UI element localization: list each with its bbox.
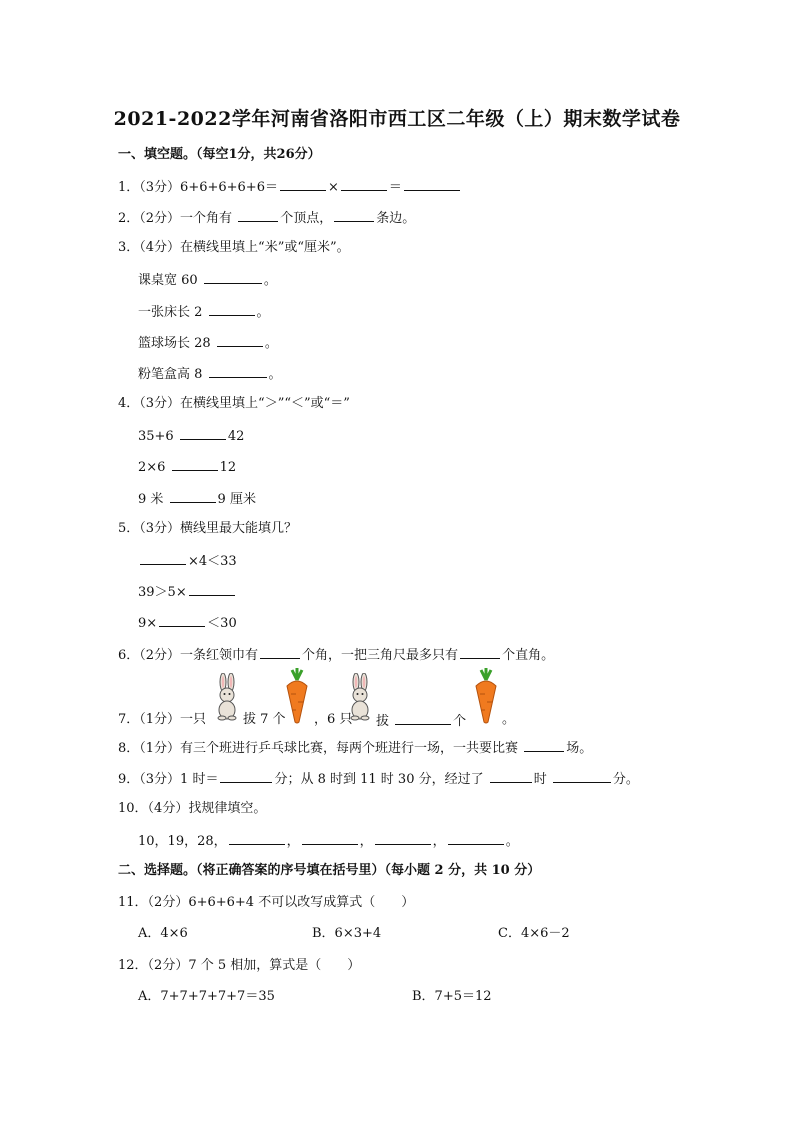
answer-blank[interactable] (204, 270, 262, 284)
option-a[interactable]: A．4×6 (138, 926, 188, 941)
answer-blank[interactable] (334, 208, 374, 222)
answer-blank[interactable] (375, 831, 431, 845)
question-3-item: 篮球场长 28 。 (138, 333, 278, 353)
question-7-part: 拔 个 (376, 711, 466, 731)
answer-blank[interactable] (238, 208, 278, 222)
question-4: 4．（3分）在横线里填上“＞”“＜”或“＝” (118, 396, 350, 411)
question-5: 5．（3分）横线里最大能填几？ (118, 521, 298, 536)
question-8: 8．（1分）有三个班进行乒乓球比赛，每两个班进行一场，一共要比赛 场。 (118, 738, 592, 758)
answer-blank[interactable] (217, 333, 263, 347)
answer-blank[interactable] (280, 177, 326, 191)
question-3-item: 课桌宽 60 。 (138, 270, 277, 290)
question-3-item: 一张床长 2 。 (138, 302, 270, 322)
question-4-item: 2×6 12 (138, 457, 236, 477)
answer-blank[interactable] (460, 645, 500, 659)
answer-blank[interactable] (220, 769, 272, 783)
answer-blank[interactable] (229, 831, 285, 845)
question-7-head: 7．（1分）一只 (118, 712, 207, 727)
option-b[interactable]: B．6×3+4 (312, 926, 382, 941)
question-10: 10．（4分）找规律填空。 (118, 801, 267, 816)
answer-blank[interactable] (404, 177, 460, 191)
question-9: 9．（3分）1 时＝ 分；从 8 时到 11 时 30 分，经过了 时 分。 (118, 769, 639, 789)
question-10-sequence: 10，19，28， ， ， ， 。 (138, 831, 519, 851)
question-3-item: 粉笔盒高 8 。 (138, 364, 282, 384)
answer-blank[interactable] (189, 582, 235, 596)
answer-blank[interactable] (302, 831, 358, 845)
answer-blank[interactable] (209, 364, 267, 378)
question-3: 3．（4分）在横线里填上“米”或“厘米”。 (118, 240, 350, 255)
answer-blank[interactable] (260, 645, 300, 659)
answer-blank[interactable] (172, 457, 218, 471)
question-1: 1．（3分）6+6+6+6+6＝ × ＝ (118, 177, 462, 197)
question-2: 2．（2分）一个角有 个顶点， 条边。 (118, 208, 415, 228)
option-a[interactable]: A．7+7+7+7+7＝35 (138, 989, 275, 1004)
question-7-part: 拔 7 个 (243, 712, 286, 727)
answer-blank[interactable] (553, 769, 611, 783)
answer-blank[interactable] (209, 302, 255, 316)
question-11: 11．（2分）6+6+6+4 不可以改写成算式（ ） (118, 895, 415, 910)
question-7-part: ，6 只 (314, 712, 353, 727)
option-c[interactable]: C．4×6－2 (498, 926, 570, 941)
section-2-heading: 二、选择题。（将正确答案的序号填在括号里）（每小题 2 分，共 10 分） (118, 863, 541, 878)
answer-blank[interactable] (448, 831, 504, 845)
answer-blank[interactable] (395, 711, 451, 725)
answer-blank[interactable] (490, 769, 532, 783)
question-5-item: 9× ＜30 (138, 613, 237, 633)
option-b[interactable]: B．7+5＝12 (412, 989, 492, 1004)
answer-blank[interactable] (341, 177, 387, 191)
question-4-item: 9 米 9 厘米 (138, 489, 256, 509)
section-1-heading: 一、填空题。（每空1分，共26分） (118, 147, 321, 162)
question-5-item: 39＞5× (138, 582, 237, 602)
carrot-icon (283, 668, 311, 724)
answer-blank[interactable] (524, 738, 564, 752)
answer-blank[interactable] (180, 426, 226, 440)
question-7-end: 。 (502, 712, 516, 727)
carrot-icon (472, 668, 500, 724)
rabbit-icon (213, 673, 241, 721)
question-4-item: 35+6 42 (138, 426, 244, 446)
question-6: 6．（2分）一条红领巾有 个角，一把三角尺最多只有 个直角。 (118, 645, 554, 665)
exam-title: 2021-2022学年河南省洛阳市西工区二年级（上）期末数学试卷 (113, 108, 681, 130)
answer-blank[interactable] (140, 551, 186, 565)
answer-blank[interactable] (170, 489, 216, 503)
answer-blank[interactable] (159, 613, 205, 627)
question-12: 12．（2分）7 个 5 相加，算式是（ ） (118, 958, 361, 973)
question-5-item: ×4＜33 (138, 551, 237, 571)
